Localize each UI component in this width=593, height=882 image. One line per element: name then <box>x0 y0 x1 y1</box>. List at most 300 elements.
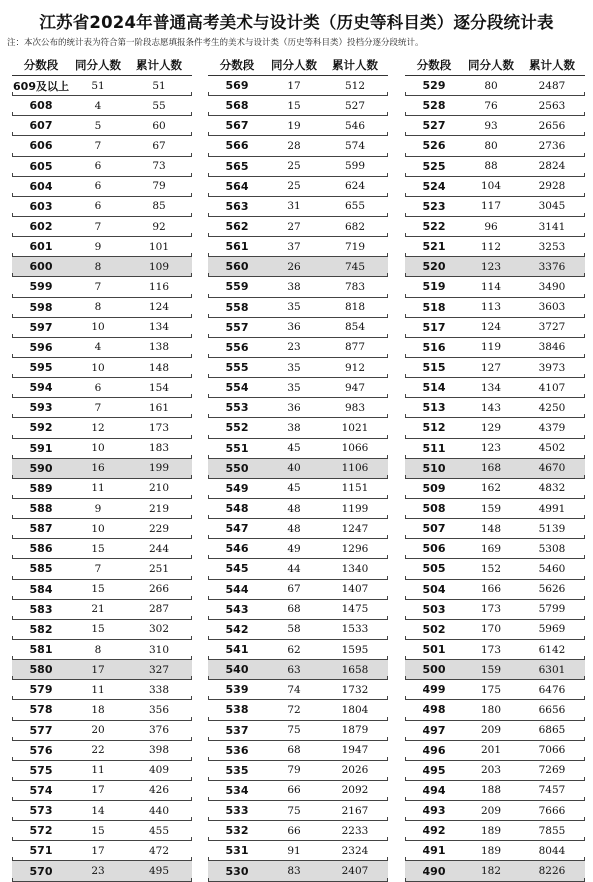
table-row <box>12 680 192 700</box>
cell-same-score-count: 51 <box>91 79 105 92</box>
cell-cumulative-count: 745 <box>344 260 366 273</box>
table-row <box>405 600 585 620</box>
table-row <box>405 197 585 217</box>
cell-same-score-count: 7 <box>94 220 102 233</box>
cell-cumulative-count: 1199 <box>341 502 369 515</box>
cell-score-band: 557 <box>225 320 249 334</box>
table-header <box>405 55 585 76</box>
cell-same-score-count: 7 <box>94 401 102 414</box>
cell-cumulative-count: 1151 <box>341 482 369 495</box>
cell-score-band: 586 <box>29 542 53 556</box>
cell-score-band: 585 <box>29 562 53 576</box>
table-row <box>208 136 388 156</box>
cell-score-band: 493 <box>422 804 446 818</box>
cell-same-score-count: 8 <box>94 643 102 656</box>
cell-score-band: 550 <box>225 461 249 475</box>
cell-score-band: 566 <box>225 139 249 153</box>
table-row <box>208 277 388 297</box>
cell-cumulative-count: 51 <box>152 79 166 92</box>
table-row <box>405 237 585 257</box>
cell-score-band: 560 <box>225 260 249 274</box>
table-row <box>12 136 192 156</box>
cell-score-band: 597 <box>29 320 53 334</box>
cell-same-score-count: 17 <box>91 663 105 676</box>
cell-score-band: 538 <box>225 703 249 717</box>
table-row <box>208 157 388 177</box>
cell-same-score-count: 74 <box>287 683 301 696</box>
cell-cumulative-count: 5969 <box>538 623 566 636</box>
table-row <box>405 741 585 761</box>
cell-same-score-count: 180 <box>480 703 502 716</box>
cell-score-band: 601 <box>29 240 53 254</box>
table-row <box>405 277 585 297</box>
cell-same-score-count: 67 <box>287 583 301 596</box>
cell-cumulative-count: 287 <box>148 603 170 616</box>
cell-same-score-count: 8 <box>94 260 102 273</box>
cell-cumulative-count: 1021 <box>341 421 369 434</box>
cell-same-score-count: 45 <box>287 442 301 455</box>
cell-score-band: 545 <box>225 562 249 576</box>
cell-same-score-count: 166 <box>480 583 502 596</box>
cell-score-band: 536 <box>225 743 249 757</box>
table-row <box>12 539 192 559</box>
cell-cumulative-count: 512 <box>344 79 366 92</box>
table-row <box>12 519 192 539</box>
cell-same-score-count: 63 <box>287 663 301 676</box>
cell-score-band: 514 <box>422 381 446 395</box>
cell-score-band: 555 <box>225 361 249 375</box>
cell-cumulative-count: 6476 <box>538 683 566 696</box>
cell-cumulative-count: 599 <box>344 160 366 173</box>
table-row <box>208 338 388 358</box>
table-row <box>208 76 388 96</box>
table-row <box>405 257 585 277</box>
cell-score-band: 497 <box>422 723 446 737</box>
cell-same-score-count: 75 <box>287 804 301 817</box>
cell-cumulative-count: 138 <box>148 341 170 354</box>
table-row <box>208 197 388 217</box>
cell-cumulative-count: 7666 <box>538 804 566 817</box>
cell-score-band: 504 <box>422 582 446 596</box>
cell-same-score-count: 35 <box>287 361 301 374</box>
cell-score-band: 590 <box>29 461 53 475</box>
cell-score-band: 605 <box>29 159 53 173</box>
cell-score-band: 581 <box>29 643 53 656</box>
cell-cumulative-count: 1947 <box>341 744 369 757</box>
table-row <box>405 439 585 459</box>
cell-same-score-count: 19 <box>287 119 301 132</box>
table-row <box>208 499 388 519</box>
cell-cumulative-count: 854 <box>344 321 366 334</box>
table-row <box>208 398 388 418</box>
cell-cumulative-count: 877 <box>344 341 366 354</box>
cell-cumulative-count: 173 <box>148 421 170 434</box>
cell-cumulative-count: 1595 <box>341 643 369 656</box>
cell-score-band: 547 <box>225 522 249 536</box>
cell-same-score-count: 170 <box>480 623 502 636</box>
table-row <box>12 257 192 277</box>
cell-score-band: 534 <box>225 783 249 797</box>
table-row <box>208 861 388 881</box>
cell-score-band: 568 <box>225 99 249 113</box>
cell-score-band: 546 <box>225 542 249 556</box>
cell-cumulative-count: 134 <box>148 321 170 334</box>
cell-cumulative-count: 440 <box>148 804 170 817</box>
table-row <box>12 96 192 116</box>
cell-score-band: 575 <box>29 763 53 777</box>
cell-score-band: 533 <box>225 804 249 818</box>
cell-score-band: 570 <box>29 864 53 878</box>
header-same-score-count: 同分人数 <box>75 58 121 72</box>
cell-cumulative-count: 6301 <box>538 663 566 676</box>
table-row <box>405 781 585 801</box>
cell-cumulative-count: 4991 <box>538 502 566 515</box>
cell-same-score-count: 134 <box>480 381 502 394</box>
table-row <box>12 700 192 720</box>
cell-same-score-count: 21 <box>91 603 105 616</box>
cell-cumulative-count: 3973 <box>538 361 566 374</box>
table-row <box>208 177 388 197</box>
table-row <box>208 781 388 801</box>
cell-score-band: 572 <box>29 824 53 838</box>
cell-score-band: 571 <box>29 844 53 858</box>
cell-same-score-count: 7 <box>94 562 102 575</box>
cell-cumulative-count: 2928 <box>538 180 566 193</box>
cell-same-score-count: 31 <box>287 200 301 213</box>
cell-cumulative-count: 783 <box>344 280 366 293</box>
table-row <box>12 177 192 197</box>
cell-score-band: 598 <box>29 300 53 314</box>
cell-cumulative-count: 5460 <box>538 562 566 575</box>
cell-score-band: 505 <box>422 562 446 576</box>
table-row <box>12 781 192 801</box>
cell-score-band: 551 <box>225 441 249 455</box>
cell-score-band: 574 <box>29 783 53 797</box>
cell-same-score-count: 35 <box>287 381 301 394</box>
cell-score-band: 496 <box>422 743 446 757</box>
cell-same-score-count: 9 <box>94 502 102 515</box>
cell-same-score-count: 17 <box>91 844 105 857</box>
table-row <box>12 580 192 600</box>
table-row <box>405 761 585 781</box>
cell-cumulative-count: 7269 <box>538 764 566 777</box>
cell-cumulative-count: 124 <box>148 301 170 314</box>
cell-cumulative-count: 5626 <box>538 583 566 596</box>
cell-score-band: 584 <box>29 582 53 596</box>
cell-cumulative-count: 183 <box>148 442 170 455</box>
cell-same-score-count: 104 <box>480 180 502 193</box>
table-row <box>405 378 585 398</box>
cell-score-band: 528 <box>422 99 446 113</box>
cell-cumulative-count: 947 <box>344 381 366 394</box>
cell-score-band: 558 <box>225 300 249 314</box>
cell-same-score-count: 7 <box>94 139 102 152</box>
cell-score-band: 521 <box>422 240 446 254</box>
cell-same-score-count: 15 <box>91 583 105 596</box>
cell-cumulative-count: 3727 <box>538 321 566 334</box>
cell-cumulative-count: 2736 <box>538 139 566 152</box>
cell-cumulative-count: 1475 <box>341 603 369 616</box>
cell-cumulative-count: 4502 <box>538 442 566 455</box>
cell-cumulative-count: 210 <box>148 482 170 495</box>
cell-cumulative-count: 338 <box>148 683 170 696</box>
cell-score-band: 509 <box>422 481 446 495</box>
cell-score-band: 554 <box>225 381 249 395</box>
cell-cumulative-count: 3376 <box>538 260 566 273</box>
cell-same-score-count: 49 <box>287 542 301 555</box>
cell-same-score-count: 11 <box>91 683 105 696</box>
header-cumulative-count: 累计人数 <box>332 58 378 72</box>
table-row <box>12 318 192 338</box>
cell-same-score-count: 75 <box>287 724 301 737</box>
table-row <box>208 439 388 459</box>
cell-cumulative-count: 2824 <box>538 160 566 173</box>
cell-cumulative-count: 266 <box>148 583 170 596</box>
cell-same-score-count: 6 <box>94 200 102 213</box>
cell-same-score-count: 12 <box>91 421 105 434</box>
cell-same-score-count: 16 <box>91 462 105 475</box>
table-row <box>208 640 388 660</box>
cell-cumulative-count: 4250 <box>538 401 566 414</box>
cell-cumulative-count: 1732 <box>341 683 369 696</box>
table-row <box>405 157 585 177</box>
cell-score-band: 501 <box>422 643 446 656</box>
cell-cumulative-count: 161 <box>148 401 170 414</box>
cell-same-score-count: 7 <box>94 280 102 293</box>
cell-same-score-count: 37 <box>287 240 301 253</box>
cell-same-score-count: 123 <box>480 442 502 455</box>
cell-same-score-count: 88 <box>484 160 498 173</box>
table-row <box>12 277 192 297</box>
table-row <box>405 298 585 318</box>
cell-score-band: 594 <box>29 381 53 395</box>
cell-cumulative-count: 2656 <box>538 119 566 132</box>
table-row <box>12 459 192 479</box>
cell-score-band: 609及以上 <box>13 79 69 93</box>
cell-score-band: 526 <box>422 139 446 153</box>
cell-score-band: 494 <box>422 783 446 797</box>
table-row <box>208 821 388 841</box>
cell-cumulative-count: 818 <box>344 301 366 314</box>
cell-score-band: 543 <box>225 602 249 616</box>
cell-same-score-count: 188 <box>480 784 502 797</box>
cell-score-band: 519 <box>422 280 446 294</box>
cell-same-score-count: 189 <box>480 824 502 837</box>
cell-score-band: 579 <box>29 683 53 697</box>
cell-cumulative-count: 455 <box>148 824 170 837</box>
footnote: 注：本次公布的统计表为符合第一阶段志愿填报条件考生的美术与设计类（历史等科目类）投档分逐分段统计。 <box>7 38 424 48</box>
cell-same-score-count: 36 <box>287 401 301 414</box>
cell-cumulative-count: 574 <box>344 139 366 152</box>
cell-score-band: 604 <box>29 179 53 193</box>
cell-score-band: 502 <box>422 622 446 636</box>
cell-same-score-count: 112 <box>480 240 502 253</box>
table-row <box>405 660 585 680</box>
cell-cumulative-count: 6142 <box>538 643 566 656</box>
cell-same-score-count: 68 <box>287 603 301 616</box>
cell-same-score-count: 68 <box>287 744 301 757</box>
table-row <box>12 479 192 499</box>
cell-same-score-count: 11 <box>91 764 105 777</box>
cell-same-score-count: 35 <box>287 301 301 314</box>
table-row <box>405 76 585 96</box>
table-row <box>12 841 192 861</box>
cell-cumulative-count: 85 <box>152 200 166 213</box>
cell-same-score-count: 169 <box>480 542 502 555</box>
cell-score-band: 559 <box>225 280 249 294</box>
cell-score-band: 511 <box>422 441 446 455</box>
cell-cumulative-count: 1879 <box>341 724 369 737</box>
cell-score-band: 506 <box>422 542 446 556</box>
cell-score-band: 576 <box>29 743 53 757</box>
cell-same-score-count: 203 <box>480 764 502 777</box>
cell-score-band: 589 <box>29 481 53 495</box>
cell-cumulative-count: 983 <box>344 401 366 414</box>
cell-cumulative-count: 376 <box>148 724 170 737</box>
table-row <box>208 237 388 257</box>
cell-cumulative-count: 356 <box>148 703 170 716</box>
cell-same-score-count: 36 <box>287 321 301 334</box>
cell-cumulative-count: 3045 <box>538 200 566 213</box>
header-same-score-count: 同分人数 <box>468 58 514 72</box>
table-row <box>208 680 388 700</box>
cell-cumulative-count: 1533 <box>341 623 369 636</box>
cell-same-score-count: 66 <box>287 784 301 797</box>
cell-same-score-count: 168 <box>480 462 502 475</box>
table-row <box>405 358 585 378</box>
cell-same-score-count: 117 <box>480 200 502 213</box>
table-row <box>12 76 192 96</box>
cell-same-score-count: 48 <box>287 522 301 535</box>
table-row <box>405 841 585 861</box>
table-row <box>208 358 388 378</box>
cell-score-band: 507 <box>422 522 446 536</box>
cell-score-band: 539 <box>225 683 249 697</box>
cell-same-score-count: 26 <box>287 260 301 273</box>
cell-score-band: 532 <box>225 824 249 838</box>
cell-score-band: 529 <box>422 79 446 93</box>
cell-score-band: 608 <box>29 99 53 113</box>
cell-score-band: 595 <box>29 361 53 375</box>
table-row <box>405 700 585 720</box>
table-row <box>12 861 192 881</box>
table-row <box>208 96 388 116</box>
table-row <box>12 499 192 519</box>
cell-cumulative-count: 8226 <box>538 865 566 878</box>
table-row <box>208 660 388 680</box>
cell-cumulative-count: 92 <box>152 220 166 233</box>
table-row <box>405 519 585 539</box>
cell-score-band: 587 <box>29 522 53 536</box>
table-row <box>208 841 388 861</box>
cell-score-band: 603 <box>29 199 53 213</box>
cell-same-score-count: 129 <box>480 421 502 434</box>
table-row <box>12 721 192 741</box>
table-row <box>12 116 192 136</box>
cell-score-band: 582 <box>29 622 53 636</box>
cell-score-band: 569 <box>225 79 249 93</box>
cell-cumulative-count: 7066 <box>538 744 566 757</box>
cell-same-score-count: 6 <box>94 381 102 394</box>
cell-cumulative-count: 682 <box>344 220 366 233</box>
table-row <box>405 821 585 841</box>
cell-score-band: 580 <box>29 663 53 677</box>
table-row <box>405 459 585 479</box>
cell-same-score-count: 189 <box>480 844 502 857</box>
cell-score-band: 549 <box>225 481 249 495</box>
cell-cumulative-count: 1296 <box>341 542 369 555</box>
table-row <box>405 559 585 579</box>
cell-same-score-count: 45 <box>287 482 301 495</box>
score-table-2 <box>208 55 388 882</box>
cell-score-band: 540 <box>225 663 249 677</box>
cell-cumulative-count: 527 <box>344 99 366 112</box>
cell-cumulative-count: 7457 <box>538 784 566 797</box>
cell-same-score-count: 143 <box>480 401 502 414</box>
cell-score-band: 591 <box>29 441 53 455</box>
cell-score-band: 606 <box>29 139 53 153</box>
table-row <box>405 96 585 116</box>
table-row <box>208 620 388 640</box>
cell-same-score-count: 123 <box>480 260 502 273</box>
cell-score-band: 602 <box>29 220 53 234</box>
cell-cumulative-count: 2167 <box>341 804 369 817</box>
cell-cumulative-count: 3490 <box>538 280 566 293</box>
cell-same-score-count: 28 <box>287 139 301 152</box>
cell-score-band: 508 <box>422 502 446 516</box>
cell-cumulative-count: 148 <box>148 361 170 374</box>
cell-same-score-count: 173 <box>480 643 502 656</box>
table-row <box>12 821 192 841</box>
cell-same-score-count: 23 <box>91 865 105 878</box>
cell-same-score-count: 72 <box>287 703 301 716</box>
cell-score-band: 596 <box>29 340 53 354</box>
table-row <box>208 600 388 620</box>
cell-cumulative-count: 116 <box>148 280 170 293</box>
table-row <box>208 700 388 720</box>
cell-same-score-count: 209 <box>480 724 502 737</box>
table-row <box>208 378 388 398</box>
cell-cumulative-count: 199 <box>148 462 170 475</box>
cell-same-score-count: 48 <box>287 502 301 515</box>
cell-same-score-count: 66 <box>287 824 301 837</box>
cell-cumulative-count: 5139 <box>538 522 566 535</box>
table-row <box>405 499 585 519</box>
cell-score-band: 513 <box>422 401 446 415</box>
cell-same-score-count: 83 <box>287 865 301 878</box>
cell-score-band: 527 <box>422 119 446 133</box>
cell-same-score-count: 80 <box>484 79 498 92</box>
cell-score-band: 512 <box>422 421 446 435</box>
header-cumulative-count: 累计人数 <box>136 58 182 72</box>
cell-score-band: 599 <box>29 280 53 294</box>
cell-cumulative-count: 426 <box>148 784 170 797</box>
cell-cumulative-count: 2026 <box>341 764 369 777</box>
table-row <box>405 136 585 156</box>
cell-cumulative-count: 4379 <box>538 421 566 434</box>
cell-cumulative-count: 6865 <box>538 724 566 737</box>
header-cumulative-count: 累计人数 <box>529 58 575 72</box>
cell-same-score-count: 58 <box>287 623 301 636</box>
cell-score-band: 535 <box>225 763 249 777</box>
cell-same-score-count: 114 <box>480 280 502 293</box>
cell-score-band: 510 <box>422 461 446 475</box>
cell-same-score-count: 182 <box>480 865 502 878</box>
table-row <box>405 580 585 600</box>
cell-score-band: 567 <box>225 119 249 133</box>
cell-same-score-count: 40 <box>287 462 301 475</box>
cell-same-score-count: 15 <box>287 99 301 112</box>
